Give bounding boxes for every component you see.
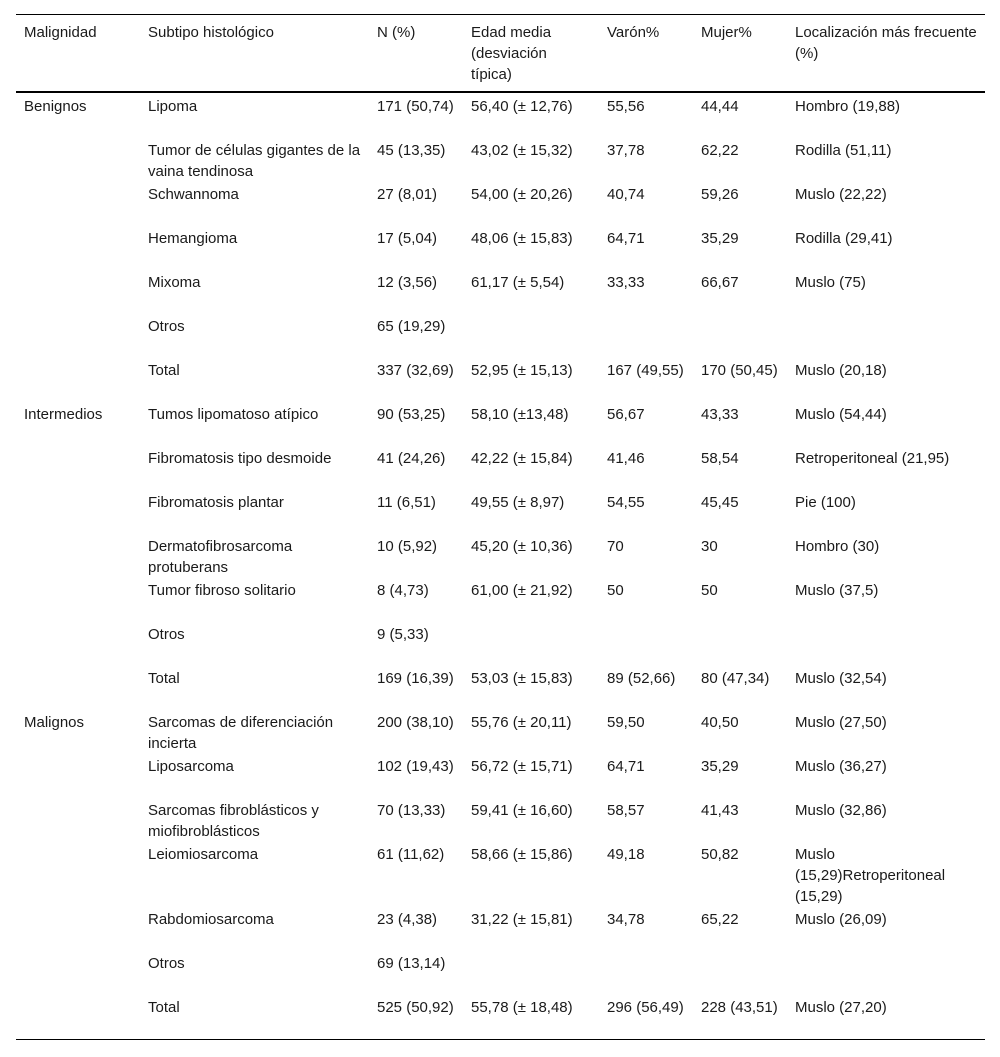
- table-row: [16, 226, 985, 270]
- cell-edad: 59,41 (± 16,60): [471, 802, 573, 819]
- cell-varon: 41,46: [607, 450, 645, 467]
- cell-varon: 50: [607, 582, 624, 599]
- cell-n: 27 (8,01): [377, 186, 438, 203]
- cell-edad: 58,66 (± 15,86): [471, 846, 573, 863]
- cell-mujer: 170 (50,45): [701, 362, 778, 379]
- cell-n: 337 (32,69): [377, 362, 454, 379]
- header-edad: Edad media (desviación típica): [471, 24, 552, 83]
- table-row: [16, 666, 985, 710]
- cell-n: 61 (11,62): [377, 846, 445, 863]
- cell-subtipo: Tumor fibroso solitario: [148, 582, 296, 599]
- cell-localizacion: Muslo (27,20): [795, 999, 887, 1016]
- cell-malignidad: [16, 226, 140, 270]
- cell-localizacion: [787, 314, 985, 358]
- cell-mujer: 66,67: [701, 274, 739, 291]
- cell-n: 200 (38,10): [377, 714, 454, 731]
- cell-malignidad: [16, 798, 140, 842]
- cell-subtipo: Sarcomas fibroblásticos y miofibroblásticos: [148, 802, 319, 840]
- cell-malignidad: [16, 995, 140, 1040]
- cell-varon: 54,55: [607, 494, 645, 511]
- cell-subtipo: Otros: [148, 318, 185, 335]
- header-mujer: Mujer%: [701, 24, 752, 41]
- cell-subtipo: Tumor de células gigantes de la vaina tendinosa: [148, 142, 361, 180]
- cell-varon: 33,33: [607, 274, 645, 291]
- cell-localizacion: Hombro (19,88): [795, 98, 901, 115]
- cell-n: 17 (5,04): [377, 230, 438, 247]
- cell-malignidad: Intermedios: [24, 406, 103, 423]
- cell-subtipo: Leiomiosarcoma: [148, 846, 259, 863]
- cell-edad: [463, 951, 599, 995]
- header-localizacion: Localización más frecuente (%): [795, 24, 977, 62]
- table-row: [16, 622, 985, 666]
- table-row: [16, 995, 985, 1040]
- cell-localizacion: Muslo (27,50): [795, 714, 887, 731]
- cell-mujer: 45,45: [701, 494, 739, 511]
- cell-n: 41 (24,26): [377, 450, 446, 467]
- cell-localizacion: Muslo (32,54): [795, 670, 887, 687]
- cell-subtipo: Fibromatosis plantar: [148, 494, 284, 511]
- cell-subtipo: Otros: [148, 955, 185, 972]
- cell-edad: 48,06 (± 15,83): [471, 230, 573, 247]
- cell-localizacion: Hombro (30): [795, 538, 880, 555]
- cell-edad: 55,76 (± 20,11): [471, 714, 572, 731]
- cell-mujer: 44,44: [701, 98, 739, 115]
- cell-malignidad: [16, 666, 140, 710]
- cell-subtipo: Mixoma: [148, 274, 201, 291]
- table-row: [16, 798, 985, 842]
- cell-varon: 56,67: [607, 406, 645, 423]
- cell-mujer: 35,29: [701, 230, 739, 247]
- cell-varon: [599, 622, 693, 666]
- cell-edad: 43,02 (± 15,32): [471, 142, 573, 159]
- cell-mujer: 59,26: [701, 186, 739, 203]
- cell-localizacion: Muslo (32,86): [795, 802, 887, 819]
- cell-edad: [463, 314, 599, 358]
- cell-subtipo: Total: [148, 670, 180, 687]
- cell-edad: 58,10 (±13,48): [471, 406, 569, 423]
- table-row: [16, 710, 985, 754]
- cell-localizacion: Rodilla (51,11): [795, 142, 892, 159]
- cell-varon: 296 (56,49): [607, 999, 684, 1016]
- cell-localizacion: [787, 951, 985, 995]
- cell-n: 9 (5,33): [377, 626, 429, 643]
- cell-edad: 56,72 (± 15,71): [471, 758, 573, 775]
- table-container: [16, 14, 985, 1040]
- cell-mujer: 40,50: [701, 714, 739, 731]
- cell-n: 8 (4,73): [377, 582, 429, 599]
- cell-malignidad: [16, 314, 140, 358]
- table-row: [16, 490, 985, 534]
- cell-n: 65 (19,29): [377, 318, 446, 335]
- cell-edad: 61,17 (± 5,54): [471, 274, 565, 291]
- cell-n: 70 (13,33): [377, 802, 446, 819]
- cell-localizacion: Muslo (36,27): [795, 758, 887, 775]
- cell-subtipo: Liposarcoma: [148, 758, 234, 775]
- header-varon: Varón%: [607, 24, 660, 41]
- cell-varon: 89 (52,66): [607, 670, 676, 687]
- cell-edad: 45,20 (± 10,36): [471, 538, 573, 555]
- cell-edad: 61,00 (± 21,92): [471, 582, 573, 599]
- cell-localizacion: Rodilla (29,41): [795, 230, 893, 247]
- cell-subtipo: Dermatofibrosarcoma protuberans: [148, 538, 293, 576]
- cell-edad: 54,00 (± 20,26): [471, 186, 573, 203]
- table-header: [16, 15, 985, 93]
- cell-malignidad: [16, 446, 140, 490]
- cell-subtipo: Total: [148, 362, 180, 379]
- cell-varon: [599, 951, 693, 995]
- cell-n: 171 (50,74): [377, 98, 454, 115]
- cell-edad: 42,22 (± 15,84): [471, 450, 573, 467]
- header-malignidad: Malignidad: [24, 24, 97, 41]
- cell-varon: 59,50: [607, 714, 645, 731]
- cell-n: 90 (53,25): [377, 406, 446, 423]
- cell-varon: 58,57: [607, 802, 645, 819]
- cell-malignidad: [16, 578, 140, 622]
- cell-malignidad: Benignos: [24, 98, 87, 115]
- cell-varon: 49,18: [607, 846, 645, 863]
- cell-mujer: [693, 622, 787, 666]
- cell-varon: 55,56: [607, 98, 645, 115]
- cell-varon: 64,71: [607, 758, 645, 775]
- cell-mujer: 65,22: [701, 911, 739, 928]
- cell-mujer: [693, 314, 787, 358]
- header-subtipo: Subtipo histológico: [148, 24, 274, 41]
- table-row: [16, 182, 985, 226]
- table-row: [16, 446, 985, 490]
- cell-localizacion: Muslo (22,22): [795, 186, 887, 203]
- table-row: [16, 907, 985, 951]
- cell-localizacion: Muslo (75): [795, 274, 866, 291]
- cell-edad: 49,55 (± 8,97): [471, 494, 565, 511]
- cell-malignidad: [16, 270, 140, 314]
- cell-localizacion: Muslo (26,09): [795, 911, 887, 928]
- cell-malignidad: [16, 182, 140, 226]
- table-row: [16, 314, 985, 358]
- cell-subtipo: Hemangioma: [148, 230, 238, 247]
- cell-mujer: [693, 951, 787, 995]
- cell-localizacion: Retroperitoneal (21,95): [795, 450, 950, 467]
- table-row: [16, 951, 985, 995]
- cell-malignidad: [16, 534, 140, 578]
- cell-mujer: 50,82: [701, 846, 739, 863]
- cell-malignidad: Malignos: [24, 714, 85, 731]
- cell-mujer: 35,29: [701, 758, 739, 775]
- cell-edad: [463, 622, 599, 666]
- cell-subtipo: Otros: [148, 626, 185, 643]
- cell-subtipo: Sarcomas de diferenciación incierta: [148, 714, 334, 752]
- cell-varon: 167 (49,55): [607, 362, 684, 379]
- cell-mujer: 62,22: [701, 142, 739, 159]
- table-row: [16, 842, 985, 907]
- cell-malignidad: [16, 358, 140, 402]
- cell-n: 169 (16,39): [377, 670, 454, 687]
- table-row: [16, 534, 985, 578]
- cell-n: 12 (3,56): [377, 274, 438, 291]
- cell-edad: 52,95 (± 15,13): [471, 362, 573, 379]
- cell-subtipo: Total: [148, 999, 180, 1016]
- cell-localizacion: [787, 622, 985, 666]
- cell-edad: 55,78 (± 18,48): [471, 999, 573, 1016]
- cell-malignidad: [16, 951, 140, 995]
- cell-n: 69 (13,14): [377, 955, 446, 972]
- table-row: [16, 358, 985, 402]
- table-row: [16, 270, 985, 314]
- cell-mujer: 41,43: [701, 802, 739, 819]
- cell-malignidad: [16, 622, 140, 666]
- cell-n: 45 (13,35): [377, 142, 446, 159]
- cell-n: 525 (50,92): [377, 999, 454, 1016]
- header-n: N (%): [377, 24, 416, 41]
- cell-malignidad: [16, 842, 140, 907]
- cell-mujer: 30: [701, 538, 718, 555]
- cell-mujer: 50: [701, 582, 718, 599]
- cell-localizacion: Muslo (54,44): [795, 406, 887, 423]
- cell-localizacion: Muslo (15,29)Retroperitoneal (15,29): [795, 846, 946, 905]
- cell-varon: 34,78: [607, 911, 645, 928]
- cell-varon: [599, 314, 693, 358]
- cell-edad: 31,22 (± 15,81): [471, 911, 573, 928]
- cell-varon: 37,78: [607, 142, 645, 159]
- cell-localizacion: Muslo (20,18): [795, 362, 887, 379]
- cell-subtipo: Rabdomiosarcoma: [148, 911, 274, 928]
- table-body: [16, 92, 985, 1040]
- cell-mujer: 80 (47,34): [701, 670, 770, 687]
- cell-n: 10 (5,92): [377, 538, 438, 555]
- table-row: [16, 402, 985, 446]
- cell-subtipo: Schwannoma: [148, 186, 239, 203]
- cell-malignidad: [16, 490, 140, 534]
- cell-varon: 40,74: [607, 186, 645, 203]
- cell-n: 11 (6,51): [377, 494, 436, 511]
- header-row: [16, 15, 985, 93]
- cell-localizacion: Muslo (37,5): [795, 582, 879, 599]
- cell-n: 23 (4,38): [377, 911, 438, 928]
- cell-subtipo: Fibromatosis tipo desmoide: [148, 450, 332, 467]
- cell-varon: 70: [607, 538, 624, 555]
- table-row: [16, 138, 985, 182]
- cell-malignidad: [16, 907, 140, 951]
- cell-varon: 64,71: [607, 230, 645, 247]
- cell-n: 102 (19,43): [377, 758, 454, 775]
- cell-edad: 56,40 (± 12,76): [471, 98, 573, 115]
- table-row: [16, 754, 985, 798]
- cell-edad: 53,03 (± 15,83): [471, 670, 573, 687]
- tumor-subtypes-table: [16, 14, 985, 1040]
- cell-subtipo: Lipoma: [148, 98, 198, 115]
- cell-subtipo: Tumos lipomatoso atípico: [148, 406, 319, 423]
- cell-malignidad: [16, 138, 140, 182]
- table-row: [16, 92, 985, 138]
- cell-mujer: 58,54: [701, 450, 739, 467]
- cell-malignidad: [16, 754, 140, 798]
- cell-mujer: 228 (43,51): [701, 999, 778, 1016]
- cell-mujer: 43,33: [701, 406, 739, 423]
- cell-localizacion: Pie (100): [795, 494, 856, 511]
- table-row: [16, 578, 985, 622]
